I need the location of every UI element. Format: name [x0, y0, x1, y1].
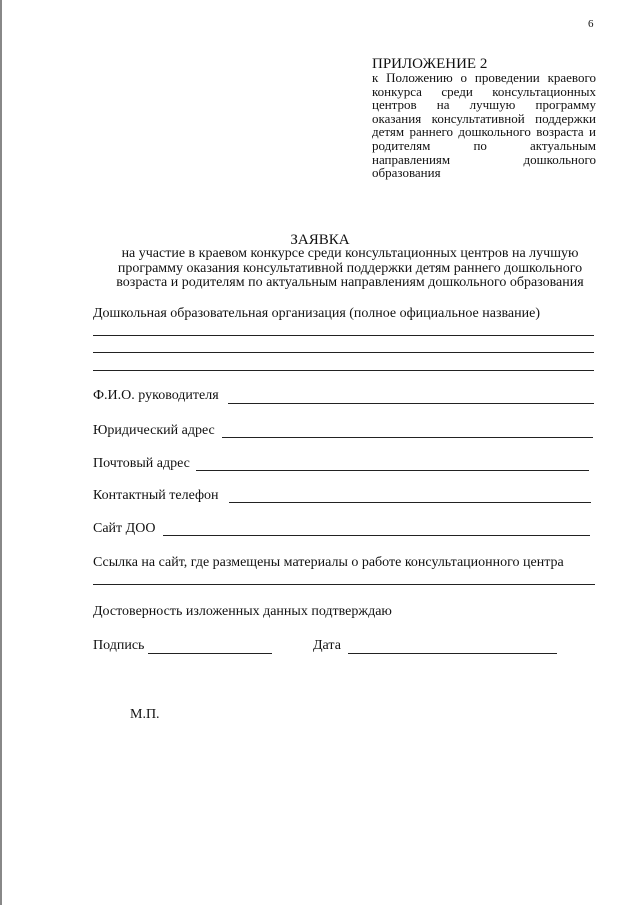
date-line[interactable]: [348, 653, 557, 654]
signature-line[interactable]: [148, 653, 272, 654]
application-subtitle: [60, 247, 640, 291]
site-line[interactable]: [163, 535, 590, 536]
org-name-line-2[interactable]: [93, 352, 594, 353]
legal-address-line[interactable]: [222, 437, 593, 438]
date-label: Дата: [313, 638, 341, 653]
signature-label: Подпись: [93, 638, 145, 653]
org-name-line-1[interactable]: [93, 335, 594, 336]
stamp-label: М.П.: [130, 707, 160, 722]
head-label: Ф.И.О. руководителя: [93, 388, 219, 403]
postal-address-line[interactable]: [196, 470, 589, 471]
phone-label: Контактный телефон: [93, 488, 219, 503]
page-edge: [0, 0, 2, 905]
link-line[interactable]: [93, 584, 595, 585]
application-title: ЗАЯВКА: [290, 232, 350, 248]
appendix-title: ПРИЛОЖЕНИЕ 2: [372, 56, 488, 72]
link-label: Ссылка на сайт, где размещены материалы о работе консультационного центра: [93, 555, 564, 570]
subtitle-line: возраста и родителям по актуальным направлениям дошкольного образования: [116, 275, 584, 291]
site-label: Сайт ДОО: [93, 521, 156, 536]
legal-address-label: Юридический адрес: [93, 423, 215, 438]
subtitle-line: на участие в краевом конкурсе среди консультационных центров на лучшую: [121, 246, 579, 261]
page-number: 6: [588, 18, 594, 30]
org-name-line-3[interactable]: [93, 370, 594, 371]
head-name-line[interactable]: [228, 403, 594, 404]
subtitle-line: программу оказания консультативной поддержки детям раннего дошкольного: [117, 260, 583, 276]
confirm-text: Достоверность изложенных данных подтверждаю: [93, 604, 392, 619]
appendix-text: к Положению о проведении краевого конкурса среди консультационных центров на лучшую программу оказания консультативной поддержки детям раннего дошкольного возраста и родителям по актуальным направлениям дошкольного образования: [372, 70, 596, 181]
phone-line[interactable]: [229, 502, 591, 503]
org-label: Дошкольная образовательная организация (полное официальное название): [93, 306, 540, 321]
postal-address-label: Почтовый адрес: [93, 456, 190, 471]
